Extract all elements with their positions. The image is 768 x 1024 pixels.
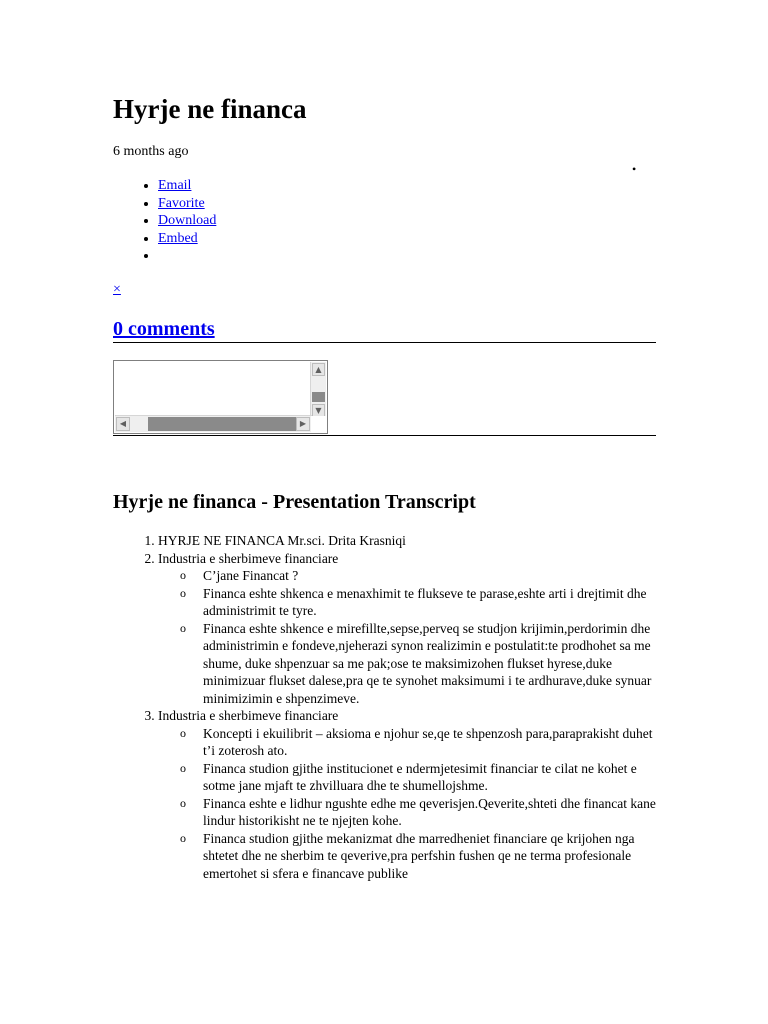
upload-timestamp: 6 months ago: [113, 144, 189, 159]
action-list: [135, 177, 216, 265]
slide-point: o Financa studion gjithe mekanizmat dhe marredheniet financiare qe krijohen nga shtetet dhe ne sherbim te qeverive,pra perfshin fushen qe ne terma profesionale emertohet si sfera e financave publike: [203, 830, 656, 883]
slide-points: [158, 725, 656, 883]
slide-points: [158, 567, 656, 707]
vertical-scroll-thumb[interactable]: [312, 392, 325, 402]
section-divider: [113, 435, 656, 436]
transcript-list: [113, 532, 656, 882]
scroll-down-icon[interactable]: ▼: [312, 404, 325, 417]
scroll-up-icon[interactable]: ▲: [312, 363, 325, 376]
slide-point: o Financa eshte shkenca e menaxhimit te flukseve te parase,eshte arti i drejtimit dhe administrimit te tyre.: [203, 585, 656, 620]
scroll-left-icon[interactable]: ◀: [116, 417, 130, 431]
scrollbar-corner: [311, 416, 326, 432]
slide-item: [158, 532, 656, 550]
action-item-embed: [158, 230, 216, 248]
slide-item: [158, 550, 656, 708]
page-title: Hyrje ne financa: [113, 94, 307, 124]
slide-point: o Financa eshte shkence e mirefillte,sepse,perveq se studjon krijimin,perdorimin dhe administrimin e fondeve,njeherazi synon realizimin e postulatit:te prodhohet sa me shume, duke shpenzuar sa me pak;ose te maksimizohen flukset hyrese,duke minimizuar flukset dalese,pra qe te synohet maksimumi i te ardhurave,duke synuar minimizimin e shpenzimeve.: [203, 620, 656, 708]
vertical-scrollbar[interactable]: [310, 362, 326, 418]
horizontal-scroll-thumb[interactable]: [148, 417, 296, 431]
favorite-link[interactable]: Favorite: [158, 195, 205, 211]
slide-item: [158, 707, 656, 882]
slide-point: o Financa studion gjithe institucionet e ndermjetesimit financiar te cilat ne kohet e sotme jane mjaft te zhvilluara dhe te shumellojshme.: [203, 760, 656, 795]
slide-text: Industria e sherbimeve financiare: [158, 708, 339, 723]
comments-link[interactable]: 0 comments: [113, 318, 215, 340]
close-link[interactable]: ×: [113, 282, 121, 297]
horizontal-scrollbar[interactable]: [115, 415, 312, 432]
slide-point: o Koncepti i ekuilibrit – aksioma e njohur se,qe te shpenzosh para,paraprakisht duhet t’i zoterosh ato.: [203, 725, 656, 760]
comment-textarea[interactable]: [113, 360, 328, 434]
action-item-empty: [158, 247, 216, 265]
embed-link[interactable]: Embed: [158, 230, 198, 246]
slide-point: o C’jane Financat ?: [203, 567, 656, 585]
action-item-download: [158, 212, 216, 230]
slide-text: HYRJE NE FINANCA Mr.sci. Drita Krasniqi: [158, 533, 406, 548]
scroll-right-icon[interactable]: ▶: [296, 417, 310, 431]
action-item-email: [158, 177, 216, 195]
slide-point: o Financa eshte e lidhur ngushte edhe me qeverisjen.Qeverite,shteti dhe financat kane lindur historikisht ne te njejten kohe.: [203, 795, 656, 830]
action-item-favorite: [158, 195, 216, 213]
download-link[interactable]: Download: [158, 213, 217, 228]
bullet-dot-icon: •: [632, 162, 637, 176]
email-link[interactable]: Email: [158, 178, 192, 193]
comments-heading: [113, 317, 656, 343]
slide-text: Industria e sherbimeve financiare: [158, 550, 339, 566]
transcript-heading: Hyrje ne financa - Presentation Transcript: [113, 491, 476, 513]
